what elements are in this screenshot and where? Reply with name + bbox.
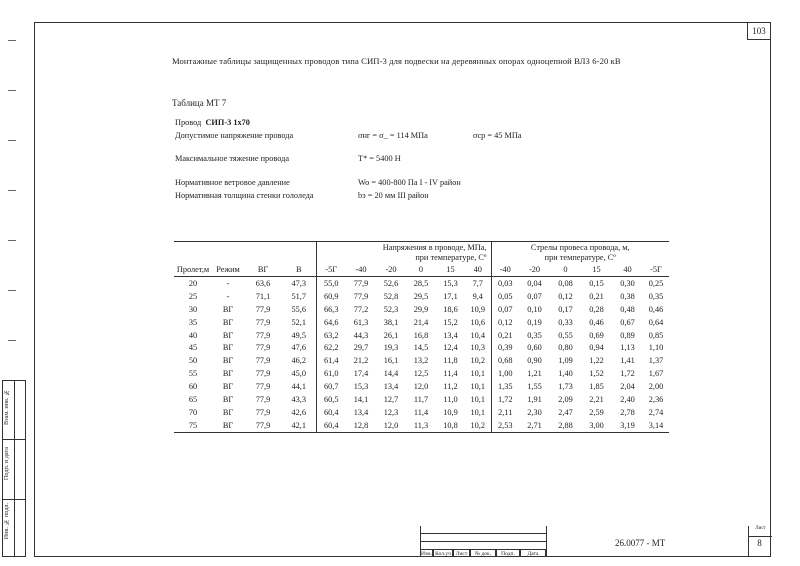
table-cell: 25 [188, 291, 198, 301]
stress-group-header: Напряжения в проводе, МПа, при температуре, Cº [316, 242, 491, 264]
stress-temp-header: -5Г [316, 263, 346, 277]
table-cell: 75 [174, 419, 212, 432]
table-cell: 0,35 [527, 330, 542, 340]
table-cell: 2,71 [519, 419, 550, 432]
table-cell: 0,28 [589, 304, 604, 314]
table-cell: 16,8 [413, 330, 429, 340]
table-cell: 38,1 [383, 317, 399, 327]
table-cell: ВГ [222, 407, 234, 417]
table-cell: 60,7 [316, 380, 346, 393]
table-cell: 60,4 [316, 406, 346, 419]
table-cell: 46,2 [291, 356, 307, 366]
document-title: Монтажные таблицы защищенных проводов типа СИП-3 для подвески на деревянных опорах одноцепной ВЛЗ 6-20 кВ [172, 56, 621, 66]
table-cell: 77,9 [353, 291, 369, 301]
stress-temp-header: -20 [376, 263, 406, 277]
tension-value: Т* = 5400 Н [358, 154, 401, 163]
table-cell: 0,12 [558, 291, 573, 301]
title-block-label: Дата [520, 549, 546, 557]
table-body [174, 277, 669, 433]
table-cell: 12,0 [413, 382, 429, 392]
table-cell: 44,3 [353, 330, 369, 340]
table-cell: 15,3 [353, 382, 369, 392]
table-cell: 77,9 [255, 407, 271, 417]
table-cell: 11,4 [413, 407, 429, 417]
table-cell: 14,4 [383, 369, 399, 379]
table-cell: 15,3 [443, 278, 458, 288]
table-row [174, 290, 669, 303]
table-cell: 0,94 [589, 343, 604, 353]
table-cell: 0,67 [620, 317, 635, 327]
table-cell: 77,2 [353, 304, 369, 314]
table-cell: - [226, 278, 230, 288]
table-cell: 30 [188, 304, 198, 314]
stress-temp-header: 15 [436, 263, 465, 277]
table-cell: ВГ [222, 343, 234, 353]
sag-temp-header: 15 [581, 263, 612, 277]
table-cell: 10,3 [470, 343, 486, 353]
table-cell: 29,9 [413, 304, 429, 314]
table-cell: 0,39 [491, 341, 519, 354]
table-cell: 64,6 [316, 316, 346, 329]
table-cell: 0,30 [620, 278, 635, 288]
table-cell: 17,1 [443, 291, 458, 301]
table-cell: 29,7 [353, 343, 369, 353]
table-cell: 55 [188, 369, 198, 379]
table-cell: 13,4 [353, 407, 369, 417]
table-cell: ВГ [222, 369, 234, 379]
table-cell: 55,6 [291, 304, 307, 314]
table-cell: 2,40 [620, 394, 635, 404]
table-cell: 2,78 [620, 407, 635, 417]
table-cell: 49,5 [291, 330, 307, 340]
table-cell: 61,3 [353, 317, 369, 327]
table-cell: 10,2 [465, 419, 491, 432]
table-cell: 43,3 [291, 394, 307, 404]
table-cell: 3,14 [643, 419, 669, 432]
sheet-number: 8 [757, 538, 762, 548]
table-cell: 10,9 [470, 304, 486, 314]
title-block-label: Лист [453, 549, 470, 557]
table-cell: 1,52 [589, 369, 604, 379]
table-cell: 2,04 [620, 382, 635, 392]
table-cell: 10,2 [470, 356, 486, 366]
table-cell: ВГ [222, 382, 234, 392]
table-cell: ВГ [222, 304, 234, 314]
stress-value-2: σср = 45 МПа [473, 131, 522, 140]
table-cell: 1,72 [620, 369, 635, 379]
table-row [174, 303, 669, 316]
table-cell: 55,0 [316, 277, 346, 290]
table-cell: 1,35 [491, 380, 519, 393]
table-cell: 12,0 [376, 419, 406, 432]
table-cell: 0,69 [589, 330, 604, 340]
wind-label: Нормативное ветровое давление [175, 178, 290, 187]
table-cell: 77,9 [255, 369, 271, 379]
table-cell: 2,53 [491, 419, 519, 432]
table-cell: 70 [188, 407, 198, 417]
table-cell: 0,07 [527, 291, 542, 301]
table-cell: 77,9 [255, 330, 271, 340]
table-cell: 12,7 [383, 394, 399, 404]
table-cell: 2,88 [550, 419, 581, 432]
table-cell: 1,10 [648, 343, 664, 353]
table-cell: 77,9 [255, 356, 271, 366]
table-cell: 0,85 [648, 330, 664, 340]
table-cell: 42,1 [282, 419, 316, 432]
table-cell: 60 [188, 382, 198, 392]
table-cell: 42,6 [291, 407, 307, 417]
table-cell: 15,2 [443, 317, 458, 327]
table-cell: 18,6 [443, 304, 458, 314]
table-cell: 21,4 [413, 317, 429, 327]
wind-value: Wo = 400-800 Па I - IV район [358, 178, 461, 187]
table-cell: 0,19 [527, 317, 542, 327]
table-cell: 29,5 [413, 291, 429, 301]
ice-value: bэ = 20 мм III район [358, 191, 429, 200]
table-cell: 77,9 [255, 394, 271, 404]
table-cell: 21,2 [353, 356, 369, 366]
table-cell: 61,4 [316, 354, 346, 367]
table-cell: 26,1 [383, 330, 399, 340]
table-row [174, 329, 669, 342]
table-cell: 12,8 [346, 419, 376, 432]
table-cell: 1,21 [527, 369, 542, 379]
table-cell: 0,15 [589, 278, 604, 288]
table-cell: 12,5 [413, 369, 429, 379]
title-block-label: Изм. [421, 551, 432, 557]
table-cell: 77,9 [255, 343, 271, 353]
table-cell: 1,37 [648, 356, 664, 366]
table-cell: 16,1 [383, 356, 399, 366]
table-cell: 52,8 [383, 291, 399, 301]
table-cell: 52,1 [291, 317, 307, 327]
table-cell: 77,9 [255, 382, 271, 392]
sag-temp-header: 0 [550, 263, 581, 277]
table-cell: 0,21 [589, 291, 604, 301]
table-cell: 1,85 [589, 382, 604, 392]
table-cell: 60,9 [316, 290, 346, 303]
sag-group-header: Стрелы провеса провода, м, при температуре, Cº [491, 242, 669, 264]
stress-temp-header: 40 [465, 263, 491, 277]
table-cell: 12,4 [443, 343, 458, 353]
table-cell: 0,68 [491, 354, 519, 367]
sheet-label: Лист [748, 526, 772, 537]
col-span-header: Пролет,м [174, 263, 212, 277]
table-cell: 2,74 [648, 407, 664, 417]
table-cell: 52,6 [383, 278, 399, 288]
table-cell: 0,33 [558, 317, 573, 327]
table-cell: 60,5 [316, 393, 346, 406]
table-cell: 10,1 [470, 382, 486, 392]
table-row [174, 354, 669, 367]
table-cell: 47,6 [291, 343, 307, 353]
left-stamp [2, 380, 26, 557]
table-cell: ВГ [212, 419, 244, 432]
document-code: 26.0077 - МТ [615, 538, 666, 548]
title-block-columns [420, 549, 546, 557]
table-cell: 60,4 [316, 419, 346, 432]
table-cell: 0,03 [491, 277, 519, 290]
title-block-label: Подп. [496, 549, 520, 557]
table-cell: 0,46 [648, 304, 664, 314]
table-cell: 2,11 [491, 406, 519, 419]
table-cell: 1,09 [558, 356, 573, 366]
table-cell: 77,9 [353, 278, 369, 288]
table-label: Таблица МТ 7 [172, 98, 227, 108]
table-cell: 0,48 [620, 304, 635, 314]
left-stamp-label: Инв. № подл. [3, 503, 10, 540]
table-cell: 11,7 [413, 394, 429, 404]
table-cell: 10,1 [470, 369, 486, 379]
col-vg-header: ВГ [244, 263, 282, 277]
table-cell: 0,64 [648, 317, 664, 327]
page-number: 103 [747, 23, 770, 40]
table-cell: 2,36 [648, 394, 664, 404]
table-cell: 0,12 [491, 316, 519, 329]
wire-value: СИП-3 1х70 [205, 118, 250, 127]
table-cell: 1,22 [589, 356, 604, 366]
title-block [420, 526, 771, 557]
title-block-label: № док. [470, 549, 496, 557]
table-cell: 0,90 [527, 356, 542, 366]
table-cell: 51,7 [291, 291, 307, 301]
table-cell: 0,89 [620, 330, 635, 340]
table-cell: 2,21 [589, 394, 604, 404]
table-cell: ВГ [222, 330, 234, 340]
sag-temp-header: -5Г [643, 263, 669, 277]
table-cell: 65 [188, 394, 198, 404]
table-cell: 11,3 [406, 419, 436, 432]
table-row [174, 341, 669, 354]
table-cell: - [226, 291, 230, 301]
table-cell: 40 [188, 330, 198, 340]
table-cell: 45,0 [291, 369, 307, 379]
table-cell: ВГ [222, 317, 234, 327]
table-cell: 2,00 [648, 382, 664, 392]
table-cell: 44,1 [291, 382, 307, 392]
table-cell: 13,4 [443, 330, 458, 340]
ice-label: Нормативная толщина стенки гололеда [175, 191, 314, 200]
sag-temp-header: 40 [612, 263, 643, 277]
table-cell: 0,25 [648, 278, 664, 288]
table-cell: 2,30 [527, 407, 542, 417]
table-cell: 62,2 [316, 341, 346, 354]
table-cell: 7,7 [472, 278, 483, 288]
table-cell: 14,1 [353, 394, 369, 404]
table-cell: 11,2 [443, 382, 458, 392]
table-cell: 13,2 [413, 356, 429, 366]
table-cell: 0,04 [527, 278, 542, 288]
table-cell: 45 [188, 343, 198, 353]
table-cell: 0,35 [648, 291, 664, 301]
table-cell: 0,17 [558, 304, 573, 314]
table-cell: 10,1 [470, 407, 486, 417]
table-cell: 9,4 [472, 291, 483, 301]
table-row [174, 367, 669, 380]
table-cell: 71,1 [255, 291, 271, 301]
table-cell: 35 [188, 317, 198, 327]
table-cell: 11,4 [443, 369, 458, 379]
table-cell: 2,47 [558, 407, 573, 417]
table-cell: 10,8 [436, 419, 465, 432]
table-cell: 77,9 [255, 317, 271, 327]
table-cell: 0,05 [491, 290, 519, 303]
table-row [174, 380, 669, 393]
stress-temp-header: 0 [406, 263, 436, 277]
wire-label: Провод СИП-3 1х70 [175, 118, 250, 127]
table-cell: 1,72 [491, 393, 519, 406]
table-cell: ВГ [222, 356, 234, 366]
title-block-label: Кол.уч [433, 549, 453, 557]
col-v-header: В [282, 263, 316, 277]
table-cell: 52,3 [383, 304, 399, 314]
sag-temp-header: -20 [519, 263, 550, 277]
mounting-table [174, 241, 669, 433]
table-cell: 11,8 [443, 356, 458, 366]
tension-label: Максимальное тяжение провода [175, 154, 290, 163]
stress-label: Допустимое напряжение провода [175, 131, 294, 140]
table-cell: 77,9 [255, 304, 271, 314]
table-cell: 50 [188, 356, 198, 366]
table-cell: 47,3 [291, 278, 307, 288]
table-cell: 0,55 [558, 330, 573, 340]
table-row [174, 419, 669, 432]
table-cell: 61,0 [316, 367, 346, 380]
table-cell: 10,6 [470, 317, 486, 327]
table-cell: 1,73 [558, 382, 573, 392]
table-cell: 17,4 [353, 369, 369, 379]
table-cell: 0,21 [491, 329, 519, 342]
table-cell: 20 [188, 278, 198, 288]
table-cell: 1,41 [620, 356, 635, 366]
table-cell: 10,4 [470, 330, 486, 340]
table-cell: 10,9 [443, 407, 458, 417]
table-cell: 2,59 [589, 407, 604, 417]
table-cell: 1,00 [491, 367, 519, 380]
table-cell: 3,19 [612, 419, 643, 432]
table-cell: 1,55 [527, 382, 542, 392]
table-cell: 0,80 [558, 343, 573, 353]
sag-temp-header: -40 [491, 263, 519, 277]
table-cell: 3,00 [581, 419, 612, 432]
table-cell: 12,3 [383, 407, 399, 417]
col-mode-header: Режим [212, 263, 244, 277]
table-cell: 0,07 [491, 303, 519, 316]
stress-temp-header: -40 [346, 263, 376, 277]
table-cell: 14,5 [413, 343, 429, 353]
table-cell: 0,38 [620, 291, 635, 301]
table-cell: 1,67 [648, 369, 664, 379]
table-cell: 1,91 [527, 394, 542, 404]
table-cell: 0,10 [527, 304, 542, 314]
table-row [174, 393, 669, 406]
table-cell: 0,08 [558, 278, 573, 288]
table-cell: 11,0 [443, 394, 458, 404]
table-cell: 63,6 [255, 278, 271, 288]
table-row [174, 277, 669, 290]
table-cell: 63,2 [316, 329, 346, 342]
left-stamp-label: Подп. и дата [3, 447, 10, 481]
table-cell: 1,40 [558, 369, 573, 379]
table-cell: 77,9 [244, 419, 282, 432]
table-cell: 13,4 [383, 382, 399, 392]
left-stamp-label: Взам. инв. № [3, 389, 10, 425]
table-cell: 66,3 [316, 303, 346, 316]
table-cell: 0,46 [589, 317, 604, 327]
table-cell: 19,3 [383, 343, 399, 353]
table-cell: 2,09 [558, 394, 573, 404]
table-cell: ВГ [222, 394, 234, 404]
table-cell: 1,13 [620, 343, 635, 353]
table-cell: 0,60 [527, 343, 542, 353]
table-row [174, 406, 669, 419]
stress-value: σнг = σ_ = 114 МПа [358, 131, 428, 140]
table-row [174, 316, 669, 329]
table-cell: 28,5 [413, 278, 429, 288]
table-cell: 10,1 [470, 394, 486, 404]
